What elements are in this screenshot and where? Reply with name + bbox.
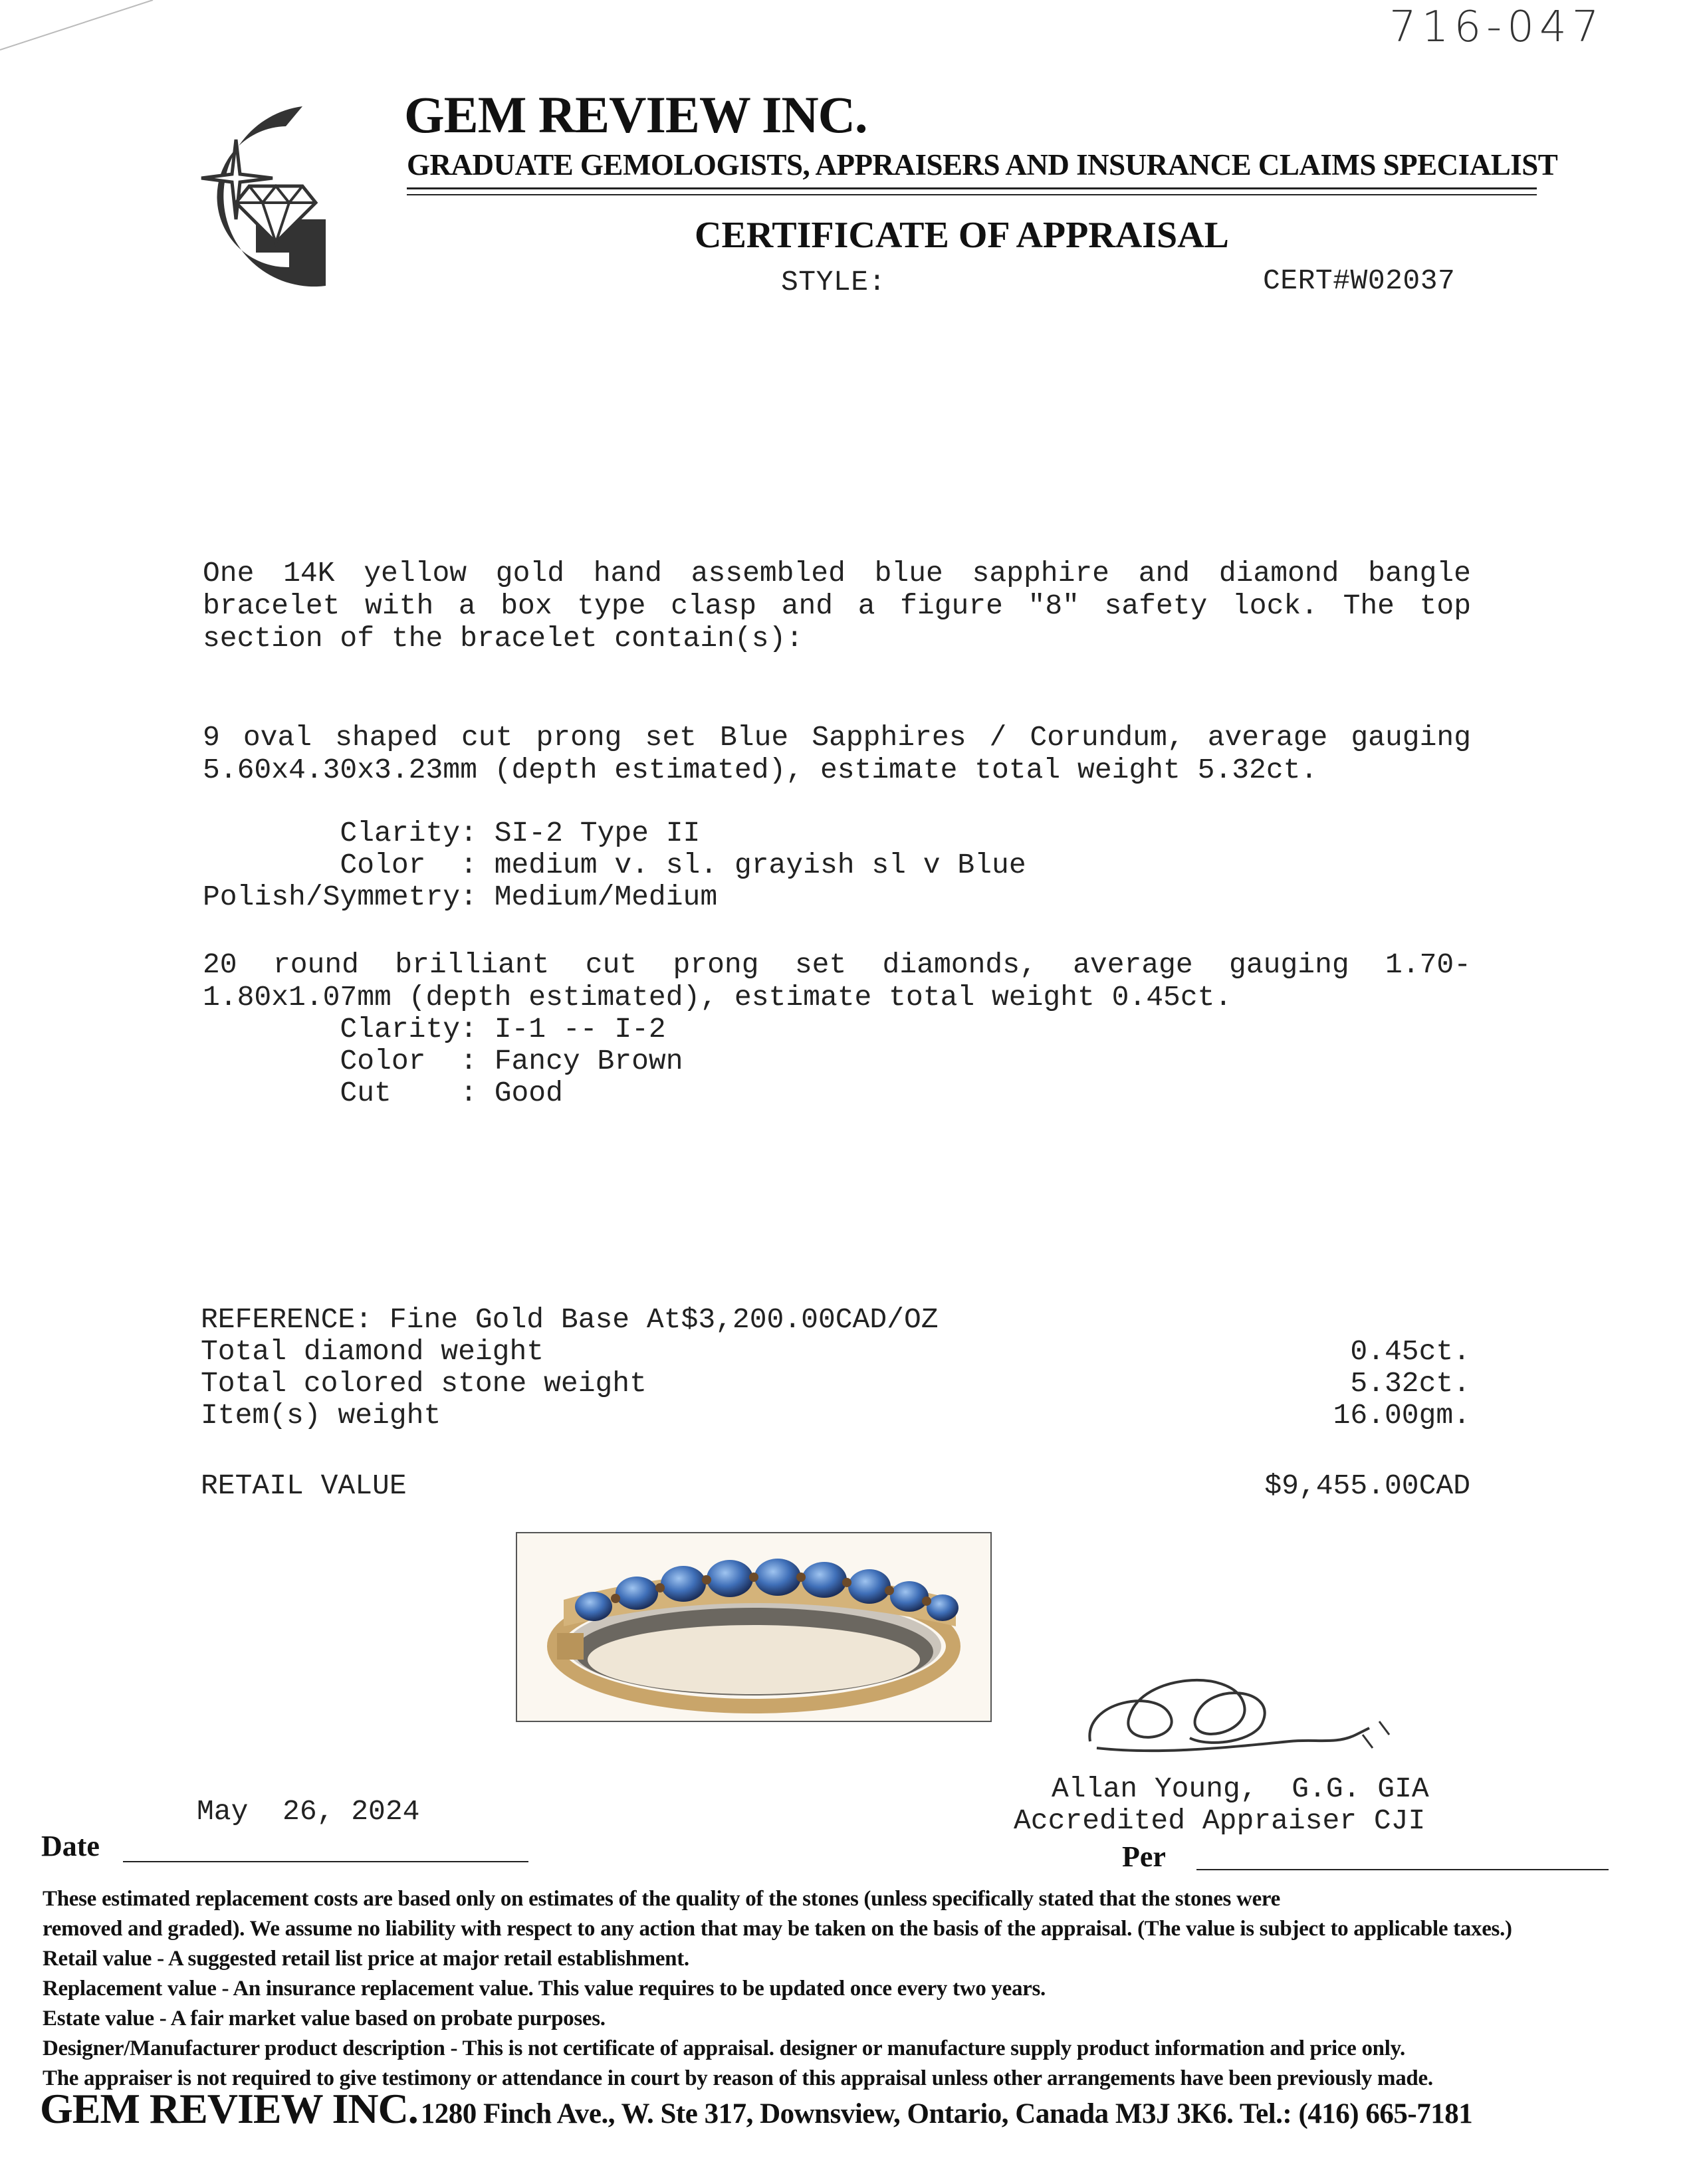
footer-contact xyxy=(40,2084,1472,2133)
footer-address: 1280 Finch Ave., W. Ste 317, Downsview, Ontario, Canada M3J 3K6. Tel.: (416) 665-7181 xyxy=(420,2098,1473,2129)
per-line xyxy=(1196,1869,1609,1870)
bracelet-photo xyxy=(516,1532,992,1722)
disclaimer-block xyxy=(43,1884,1664,2094)
row-value: 0.45ct. xyxy=(1350,1335,1470,1368)
disclaimer-line: Designer/Manufacturer product description - This is not certificate of appraisal. designer or manufacture supply product information and price only. xyxy=(43,2036,1405,2060)
header-rule-top xyxy=(407,187,1537,189)
spec-value: Medium/Medium xyxy=(494,881,718,913)
item-weight-row xyxy=(201,1400,1470,1432)
total-colored-stone-row xyxy=(201,1368,1470,1400)
spec-value: medium v. sl. grayish sl v Blue xyxy=(494,849,1026,881)
company-logo xyxy=(150,93,349,299)
spec-label: Color : xyxy=(203,849,477,881)
spec-label: Cut : xyxy=(203,1077,477,1109)
retail-value-row xyxy=(201,1470,1470,1502)
scan-corner-line xyxy=(0,0,160,60)
date-label: Date xyxy=(41,1830,100,1862)
diamond-description: 20 round brilliant cut prong set diamonds, average gauging 1.70-1.80x1.07mm (depth estimated), estimate total weight 0.45ct. xyxy=(203,948,1471,1014)
sapphire-color-row xyxy=(203,849,1026,881)
spec-label: Clarity: xyxy=(203,817,477,849)
sapphire-polish-row xyxy=(203,881,1026,913)
spec-label: Clarity: xyxy=(203,1013,477,1045)
spec-label: Polish/Symmetry: xyxy=(203,881,477,913)
retail-value-amount: $9,455.00CAD xyxy=(1264,1470,1470,1502)
header-rule-bottom xyxy=(407,194,1537,195)
disclaimer-line: The appraiser is not required to give testimony or attendance in court by reason of this appraisal unless other arrangements have been previously made. xyxy=(43,2066,1433,2090)
row-label: Item(s) weight xyxy=(201,1399,441,1432)
row-value: 5.32ct. xyxy=(1350,1367,1470,1400)
cert-number: CERT#W02037 xyxy=(1263,265,1456,297)
sapphire-clarity-row xyxy=(203,818,1026,849)
disclaimer-line: Retail value - A suggested retail list price at major retail establishment. xyxy=(43,1947,689,1971)
diamond-clarity-row xyxy=(203,1014,683,1045)
disclaimer-line: Estate value - A fair market value based on probate purposes. xyxy=(43,2007,606,2030)
certificate-title: CERTIFICATE OF APPRAISAL xyxy=(695,215,1229,256)
per-label: Per xyxy=(1122,1840,1166,1873)
spec-value: SI-2 Type II xyxy=(494,817,701,849)
diamond-specs xyxy=(203,1014,683,1109)
date-line xyxy=(123,1861,528,1862)
sapphire-specs xyxy=(203,818,1026,913)
spec-value: I-1 -- I-2 xyxy=(494,1013,666,1045)
appraiser-signature xyxy=(1077,1648,1409,1761)
row-label: Total diamond weight xyxy=(201,1335,544,1368)
disclaimer-line: Replacement value - An insurance replacement value. This value requires to be updated once every two years. xyxy=(43,1977,1046,2001)
style-label: STYLE: xyxy=(781,266,886,298)
total-diamond-row xyxy=(201,1336,1470,1368)
handwritten-note: 716-047 xyxy=(1389,3,1605,52)
disclaimer-line: These estimated replacement costs are based only on estimates of the quality of the stones (unless specifically stated that the stones were xyxy=(43,1887,1281,1911)
totals-table xyxy=(201,1336,1470,1432)
company-name: GEM REVIEW INC. xyxy=(404,86,867,144)
row-label: Total colored stone weight xyxy=(201,1367,647,1400)
appraiser-title: Accredited Appraiser CJI xyxy=(1014,1804,1426,1837)
spec-value: Good xyxy=(494,1077,563,1109)
reference-line: REFERENCE: Fine Gold Base At$3,200.00CAD/OZ xyxy=(201,1303,939,1336)
spec-label: Color : xyxy=(203,1045,477,1077)
diamond-color-row xyxy=(203,1045,683,1077)
diamond-cut-row xyxy=(203,1077,683,1109)
retail-value-label: RETAIL VALUE xyxy=(201,1470,407,1502)
appraisal-date: May 26, 2024 xyxy=(197,1795,420,1828)
footer-company-name: GEM REVIEW INC. xyxy=(40,2085,418,2132)
item-description: One 14K yellow gold hand assembled blue sapphire and diamond bangle bracelet with a box type clasp and a figure "8" safety lock. The top section of the bracelet contain(s): xyxy=(203,557,1471,655)
sapphire-description: 9 oval shaped cut prong set Blue Sapphires / Corundum, average gauging 5.60x4.30x3.23mm (depth estimated), estimate total weight 5.32ct. xyxy=(203,721,1471,786)
disclaimer-line: removed and graded). We assume no liability with respect to any action that may be taken on the basis of the appraisal. (The value is subject to applicable taxes.) xyxy=(43,1917,1512,1941)
company-subtitle: GRADUATE GEMOLOGISTS, APPRAISERS AND INSURANCE CLAIMS SPECIALIST xyxy=(407,148,1558,181)
row-value: 16.00gm. xyxy=(1333,1399,1470,1432)
appraiser-name: Allan Young, G.G. GIA xyxy=(1052,1773,1429,1805)
spec-value: Fancy Brown xyxy=(494,1045,683,1077)
